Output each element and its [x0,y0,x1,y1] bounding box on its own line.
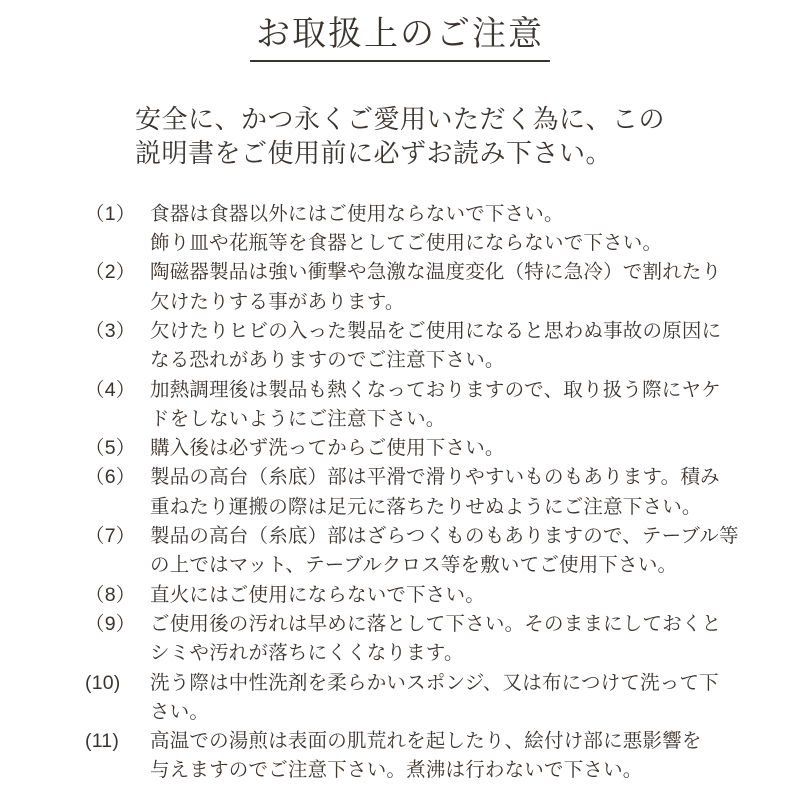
item-text-line: ドをしないようにご注意下さい。 [150,407,446,430]
item-text [150,317,721,376]
item-text-line: の上ではマット、テーブルクロス等を敷いてご使用下さい。 [150,554,678,577]
item-text-line: さい。 [150,700,210,723]
item-number: （8） [85,583,136,606]
item-text-line: 購入後は必ず洗ってからご使用下さい。 [150,437,505,460]
item-text-line: 加熱調理後は製品も熱くなっておりますので、取り扱う際にヤケ [150,378,721,401]
list-item [85,317,800,376]
item-text [150,434,505,463]
item-text-line: 与えますのでご注意下さい。煮沸は行わないで下さい。 [150,759,643,782]
list-item [85,258,800,317]
item-number: （7） [85,525,136,548]
item-text [150,463,720,522]
item-number: (10) [85,671,121,694]
item-text-line: 製品の高台（糸底）部は平滑で滑りやすいものもあります。積み [150,466,720,489]
item-text [150,581,485,610]
item-number: （2） [85,261,136,284]
precautions-list [85,200,800,786]
item-text [150,258,721,317]
item-text-line: 欠けたりする事があります。 [150,290,405,313]
list-item [85,522,800,581]
item-number: （6） [85,466,136,489]
item-number: （3） [85,319,136,342]
item-text-line: 重ねたり運搬の際は足元に落ちたりせぬようにご注意下さい。 [150,495,702,518]
item-text-line: 欠けたりヒビの入った製品をご使用になると思わぬ事故の原因に [150,319,722,342]
item-text-line: 洗う際は中性洗剤を柔らかいスポンジ、又は布につけて洗って下 [150,671,719,694]
item-text-line: 食器は食器以外にはご使用ならないで下さい。 [150,202,564,225]
item-text-line: 陶磁器製品は強い衝撃や急激な温度変化（特に急冷）で割れたり [150,261,722,284]
list-item [85,727,800,786]
item-text [150,610,721,669]
item-number: （9） [85,612,136,635]
item-text-line: 直火にはご使用にならないで下さい。 [150,583,485,606]
item-text-line: なる恐れがありますのでご注意下さい。 [150,349,505,372]
item-text-line: ご使用後の汚れは早めに落として下さい。そのままにしておくと [150,612,722,635]
intro-text [135,102,800,170]
item-number: （4） [85,378,136,401]
item-text [150,200,662,259]
list-item [85,463,800,522]
intro-line: 説明書をご使用前に必ずお読み下さい。 [135,137,613,168]
list-item [85,200,800,259]
item-text-line: 製品の高台（糸底）部はざらつくものもありますので、テーブル等 [150,525,739,548]
item-text [150,727,702,786]
item-text-line: シミや汚れが落ちにくくなります。 [150,642,464,665]
list-item [85,376,800,435]
list-item [85,610,800,669]
list-item [85,434,800,463]
item-text-line: 高温での湯煎は表面の肌荒れを起したり、絵付け部に悪影響を [150,730,702,753]
page-title: お取扱上のご注意 [250,14,550,62]
item-text-line: 飾り皿や花瓶等を食器としてご使用にならないで下さい。 [150,232,663,255]
item-text [150,669,719,728]
item-number: (11) [85,730,120,753]
list-item [85,581,800,610]
item-number: （1） [85,202,136,225]
list-item [85,669,800,728]
item-text [150,376,721,435]
item-text [150,522,739,581]
item-number: （5） [85,437,136,460]
intro-line: 安全に、かつ永くご愛用いただく為に、この [135,103,666,134]
